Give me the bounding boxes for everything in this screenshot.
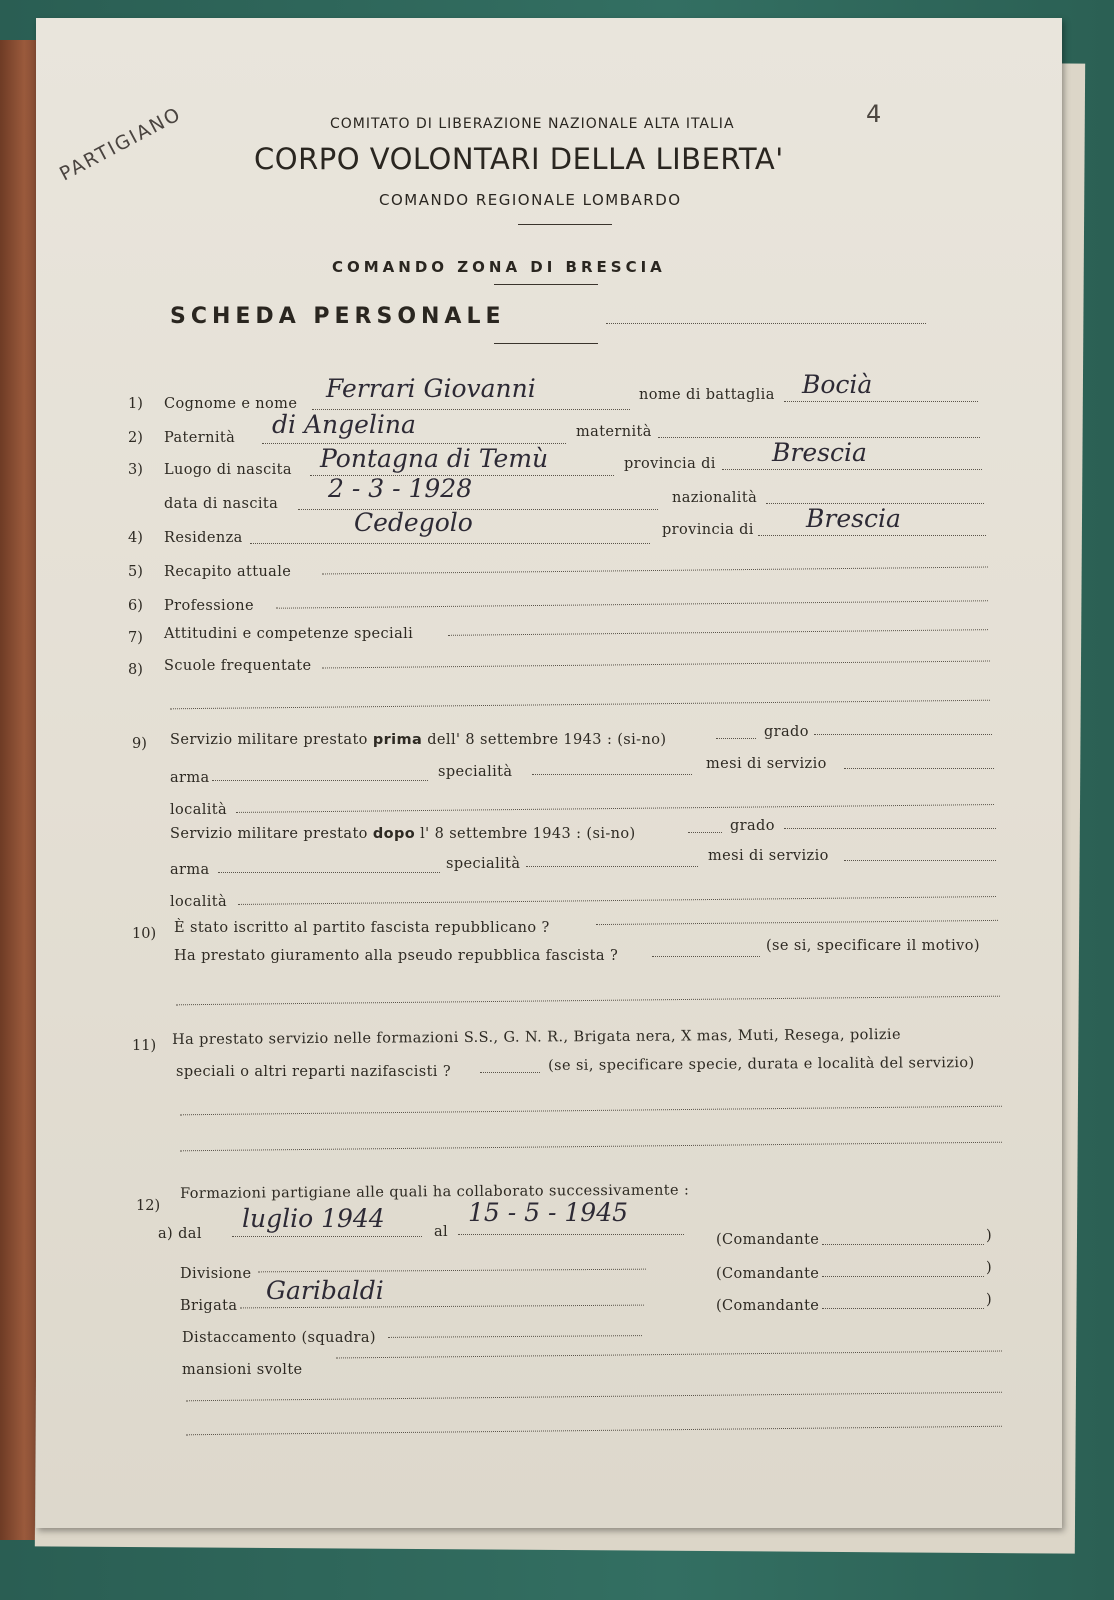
residence-value: Cedegolo bbox=[354, 508, 473, 537]
partisan-formations-intro: Formazioni partigiane alle quali ha collaborato successivamente : bbox=[180, 1182, 690, 1202]
address-label: Recapito attuale bbox=[164, 564, 292, 580]
to-label: al bbox=[434, 1224, 449, 1240]
commander-close-2: ) bbox=[986, 1260, 993, 1276]
personal-record-form bbox=[36, 18, 1062, 1528]
field-number-10: 10) bbox=[132, 926, 157, 942]
regional-command-heading: COMANDO REGIONALE LOMBARDO bbox=[379, 191, 682, 209]
birthdate-value: 2 - 3 - 1928 bbox=[328, 474, 473, 503]
paternity-value: di Angelina bbox=[272, 410, 416, 439]
service-before-prefix: Servizio militare prestato bbox=[170, 732, 368, 748]
field-number-1: 1) bbox=[128, 396, 143, 412]
from-line bbox=[232, 1236, 422, 1237]
specialty-label: specialità bbox=[438, 764, 513, 780]
paternity-label: Paternità bbox=[164, 430, 236, 446]
corps-heading: CORPO VOLONTARI DELLA LIBERTA' bbox=[254, 142, 784, 176]
duties-label: mansioni svolte bbox=[182, 1362, 303, 1378]
schools-label: Scuole frequentate bbox=[164, 658, 312, 674]
field-number-12: 12) bbox=[136, 1198, 161, 1214]
collaboration-note: (se si, specificare specie, durata e località del servizio) bbox=[548, 1055, 975, 1074]
birthdate-line bbox=[298, 509, 658, 510]
field-number-4: 4) bbox=[128, 530, 143, 546]
commander-line-3 bbox=[822, 1308, 984, 1309]
from-value: luglio 1944 bbox=[242, 1204, 385, 1233]
field-number-7: 7) bbox=[128, 630, 143, 646]
maternity-label: maternità bbox=[576, 424, 652, 440]
locality-after-line bbox=[238, 896, 996, 905]
header-divider bbox=[518, 224, 612, 225]
field-number-9: 9) bbox=[132, 736, 147, 752]
pencil-corner-mark: 4 bbox=[866, 100, 882, 128]
residence-line bbox=[250, 543, 650, 544]
battle-name-value: Bocià bbox=[802, 370, 873, 399]
residence-label: Residenza bbox=[164, 530, 243, 546]
address-line bbox=[322, 567, 988, 575]
service-before-label bbox=[170, 732, 666, 748]
detachment-line bbox=[388, 1335, 642, 1338]
to-value: 15 - 5 - 1945 bbox=[468, 1198, 629, 1227]
field-number-8: 8) bbox=[128, 662, 143, 678]
locality-label: località bbox=[170, 802, 228, 818]
division-label: Divisione bbox=[180, 1266, 252, 1282]
skills-line bbox=[448, 629, 988, 636]
title-fill-line bbox=[606, 323, 926, 324]
nationality-label: nazionalità bbox=[672, 490, 758, 506]
battle-name-line bbox=[784, 401, 978, 402]
residence-province-label: provincia di bbox=[662, 522, 754, 538]
commander-line-2 bbox=[822, 1276, 984, 1277]
schools-line-2 bbox=[170, 700, 990, 710]
duties-line-2 bbox=[186, 1392, 1002, 1402]
schools-line bbox=[322, 661, 990, 669]
field-number-6: 6) bbox=[128, 598, 143, 614]
specialty-after-label: specialità bbox=[446, 856, 521, 872]
battle-name-label: nome di battaglia bbox=[639, 387, 775, 403]
skills-label: Attitudini e competenze speciali bbox=[164, 626, 414, 642]
arm-label: arma bbox=[170, 770, 210, 786]
specialty-after-line bbox=[526, 866, 698, 867]
birth-province-label: provincia di bbox=[624, 456, 716, 472]
duties-line-3 bbox=[186, 1426, 1002, 1436]
birth-province-line bbox=[722, 469, 982, 470]
oath-note: (se si, specificare il motivo) bbox=[766, 938, 980, 954]
surname-value: Ferrari Giovanni bbox=[326, 374, 536, 403]
locality-line bbox=[236, 804, 994, 813]
commander-line-1 bbox=[822, 1244, 984, 1245]
oath-line bbox=[652, 956, 760, 957]
birthdate-label: data di nascita bbox=[164, 496, 279, 512]
service-before-suffix: dell' 8 settembre 1943 : (si-no) bbox=[427, 732, 667, 748]
service-after-yesno-line bbox=[688, 832, 722, 833]
birthplace-label: Luogo di nascita bbox=[164, 462, 292, 478]
collaboration-answer-line bbox=[480, 1072, 540, 1073]
arm-line bbox=[212, 780, 428, 781]
division-line bbox=[258, 1269, 646, 1273]
commander-label-3: (Comandante bbox=[716, 1298, 820, 1314]
profession-line bbox=[276, 600, 988, 608]
grade-line bbox=[814, 734, 992, 735]
grade-label: grado bbox=[764, 724, 809, 740]
grade-after-line bbox=[784, 828, 996, 829]
arm-after-line bbox=[218, 872, 440, 873]
field-number-2: 2) bbox=[128, 430, 143, 446]
field-number-3: 3) bbox=[128, 462, 143, 478]
service-before-keyword: prima bbox=[372, 732, 423, 748]
commander-close-3: ) bbox=[986, 1292, 993, 1308]
collaboration-question-cont: speciali o altri reparti nazifascisti ? bbox=[176, 1064, 452, 1080]
brigade-line bbox=[240, 1305, 644, 1309]
brigade-label: Brigata bbox=[180, 1298, 238, 1314]
arm-after-label: arma bbox=[170, 862, 210, 878]
surname-label: Cognome e nome bbox=[164, 396, 298, 412]
collaboration-detail-line-1 bbox=[180, 1106, 1002, 1116]
duties-line-1 bbox=[336, 1351, 1002, 1359]
service-months-after-label: mesi di servizio bbox=[708, 848, 829, 864]
title-underline bbox=[494, 343, 598, 344]
service-months-label: mesi di servizio bbox=[706, 756, 827, 772]
locality-after-label: località bbox=[170, 894, 228, 910]
commander-label-1: (Comandante bbox=[716, 1232, 820, 1248]
committee-heading: COMITATO DI LIBERAZIONE NAZIONALE ALTA ITALIA bbox=[330, 116, 735, 132]
zone-underline bbox=[494, 284, 598, 285]
service-after-suffix: l' 8 settembre 1943 : (si-no) bbox=[420, 826, 636, 842]
oath-reason-line bbox=[176, 996, 1000, 1006]
residence-province-line bbox=[758, 535, 986, 536]
service-before-yesno-line bbox=[716, 738, 756, 739]
field-number-5: 5) bbox=[128, 564, 143, 580]
to-line bbox=[458, 1234, 684, 1235]
oath-question: Ha prestato giuramento alla pseudo repubblica fascista ? bbox=[174, 948, 619, 964]
residence-province-value: Brescia bbox=[806, 504, 901, 533]
zone-command-heading: COMANDO ZONA DI BRESCIA bbox=[332, 258, 666, 276]
collaboration-question: Ha prestato servizio nelle formazioni S.S., G. N. R., Brigata nera, X mas, Muti, Resega, polizie bbox=[172, 1026, 901, 1048]
service-after-prefix: Servizio militare prestato bbox=[170, 826, 368, 842]
form-title: SCHEDA PERSONALE bbox=[170, 304, 506, 329]
brigade-value: Garibaldi bbox=[266, 1276, 384, 1305]
service-months-after-line bbox=[844, 860, 996, 861]
fascist-party-question: È stato iscritto al partito fascista repubblicano ? bbox=[174, 920, 550, 936]
commander-label-2: (Comandante bbox=[716, 1266, 820, 1282]
from-label: a) dal bbox=[158, 1226, 202, 1242]
collaboration-detail-line-2 bbox=[180, 1142, 1002, 1152]
service-months-line bbox=[844, 768, 994, 769]
profession-label: Professione bbox=[164, 598, 254, 614]
service-after-keyword: dopo bbox=[372, 826, 416, 842]
detachment-label: Distaccamento (squadra) bbox=[182, 1330, 376, 1346]
fascist-party-line bbox=[596, 920, 998, 925]
birthplace-value: Pontagna di Temù bbox=[320, 444, 549, 473]
field-number-11: 11) bbox=[132, 1038, 157, 1054]
grade-after-label: grado bbox=[730, 818, 775, 834]
partigiano-stamp: PARTIGIANO bbox=[56, 102, 186, 186]
commander-close-1: ) bbox=[986, 1228, 993, 1244]
specialty-line bbox=[532, 774, 692, 775]
birth-province-value: Brescia bbox=[772, 438, 867, 467]
service-after-label bbox=[170, 826, 636, 842]
